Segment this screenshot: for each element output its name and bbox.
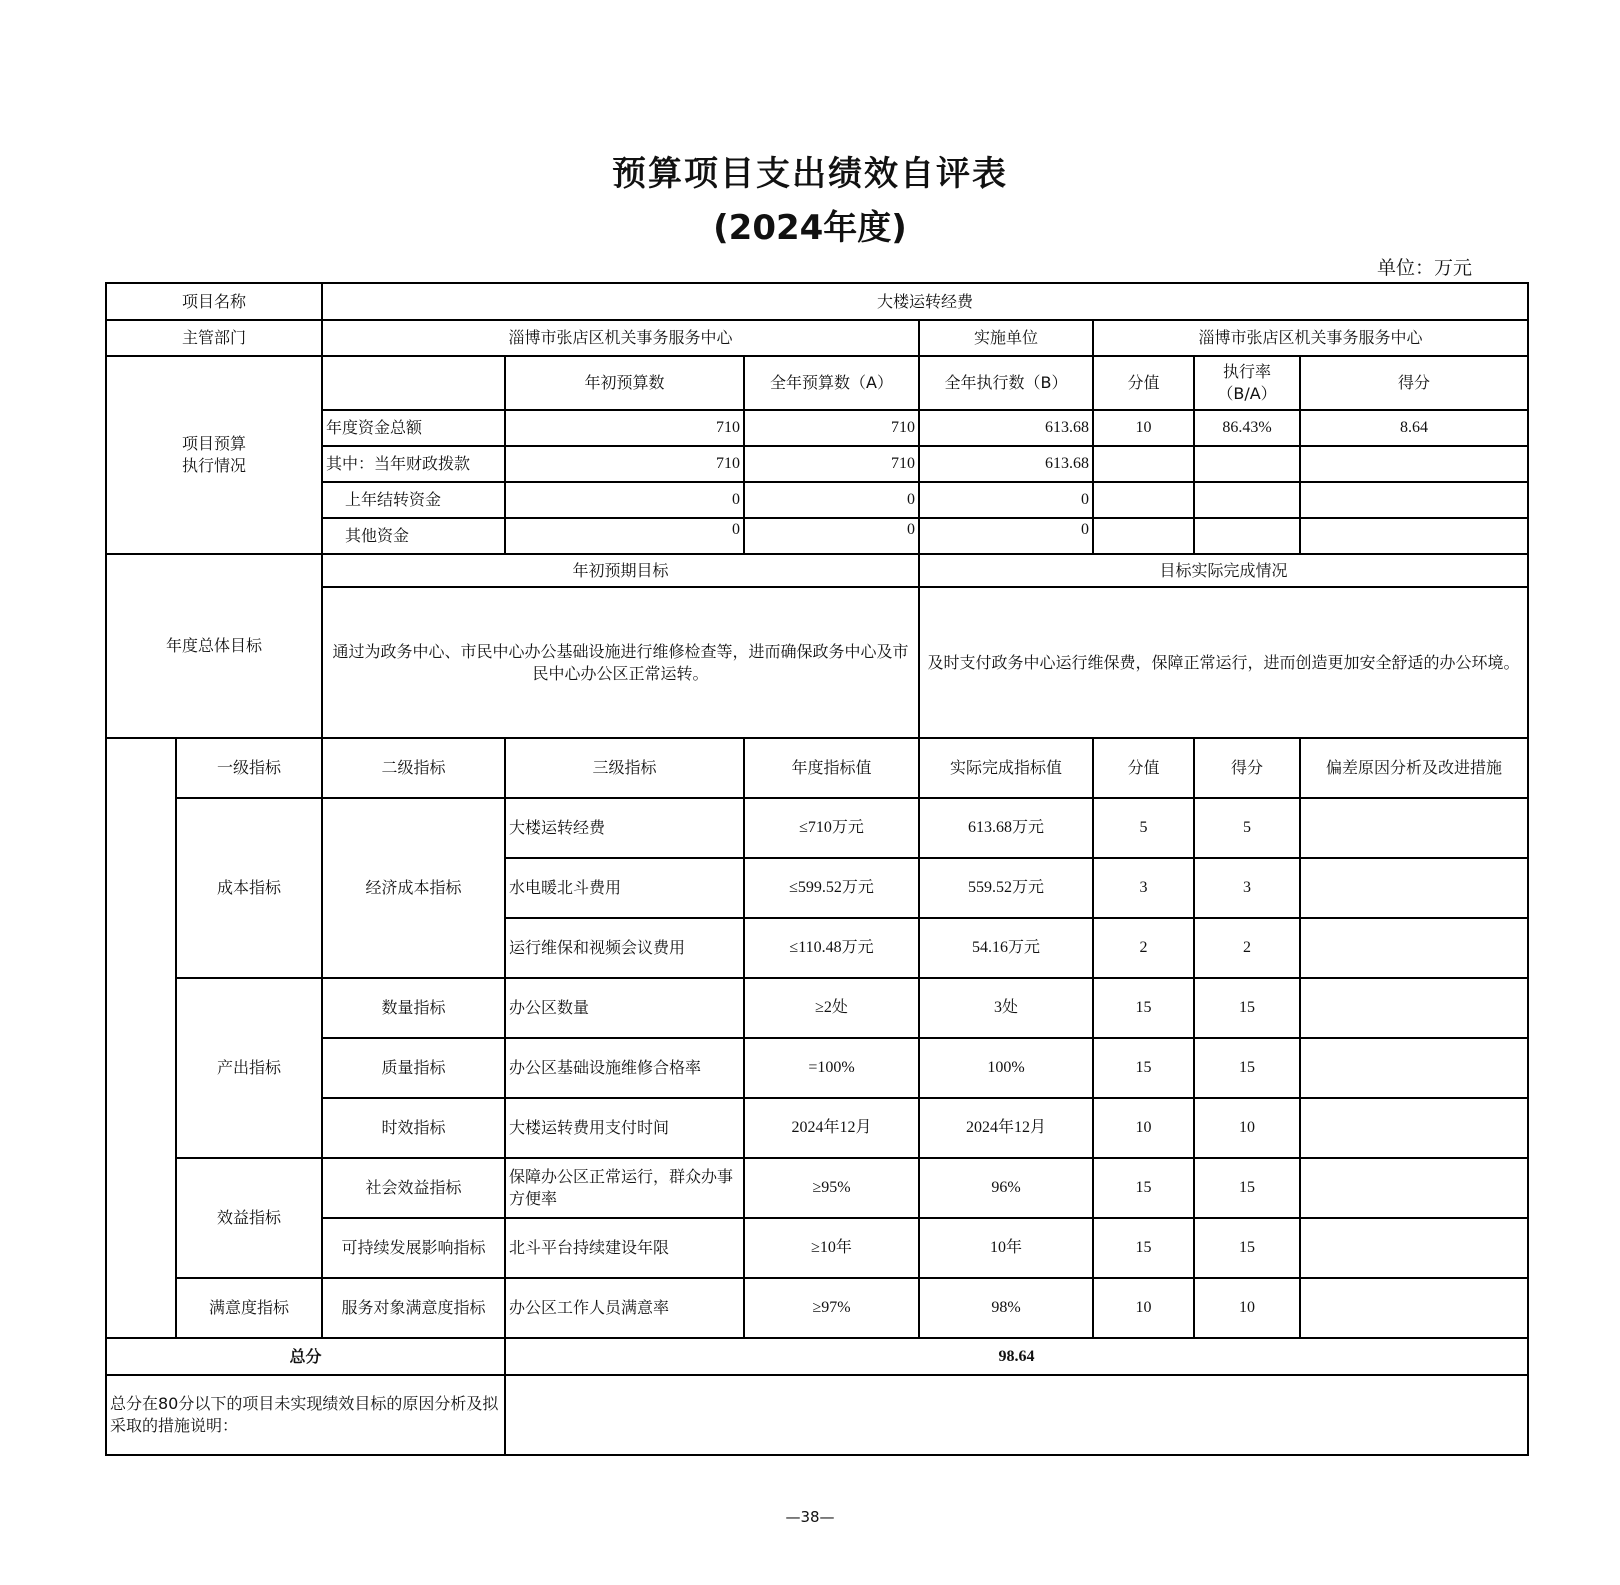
project-name-row <box>106 283 1528 320</box>
budget-row-label: 上年结转资金 <box>322 482 505 518</box>
indicator-score: 15 <box>1194 1158 1300 1218</box>
budget-score: 8.64 <box>1300 410 1528 446</box>
indicator-level3: 运行维保和视频会议费用 <box>505 918 744 978</box>
budget-initial: 0 <box>505 518 744 554</box>
indicator-note <box>1300 1158 1528 1218</box>
indicator-score: 2 <box>1194 918 1300 978</box>
indicator-level1: 成本指标 <box>176 798 322 978</box>
explanation-label: 总分在80分以下的项目未实现绩效目标的原因分析及拟采取的措施说明： <box>106 1375 505 1455</box>
goals-actual-header: 目标实际完成情况 <box>919 554 1528 587</box>
indicator-score: 15 <box>1194 1038 1300 1098</box>
page-title: 预算项目支出绩效自评表 <box>612 154 1008 194</box>
indicator-target: ≤599.52万元 <box>744 858 919 918</box>
budget-executed: 613.68 <box>919 446 1093 482</box>
indicator-value: 15 <box>1093 1158 1194 1218</box>
project-name-value: 大楼运转经费 <box>322 283 1528 320</box>
impl-label: 实施单位 <box>919 320 1093 356</box>
indicator-value: 15 <box>1093 1218 1194 1278</box>
indicator-actual: 98% <box>919 1278 1093 1338</box>
goals-expected-text: 通过为政务中心、市民中心办公基础设施进行维修检查等，进而确保政务中心及市民中心办公区正常运转。 <box>322 587 919 738</box>
budget-header-annual: 全年预算数（A） <box>744 356 919 410</box>
indicator-actual: 613.68万元 <box>919 798 1093 858</box>
budget-rate <box>1194 518 1300 554</box>
indicator-target: ≤710万元 <box>744 798 919 858</box>
indicator-value: 10 <box>1093 1278 1194 1338</box>
indicator-row <box>106 1158 1528 1218</box>
total-value: 98.64 <box>505 1338 1528 1375</box>
budget-executed: 613.68 <box>919 410 1093 446</box>
budget-section-label: 项目预算 执行情况 <box>106 356 322 554</box>
evaluation-table <box>105 282 1529 1456</box>
indicator-row <box>106 798 1528 858</box>
indicator-value: 10 <box>1093 1098 1194 1158</box>
dept-label: 主管部门 <box>106 320 322 356</box>
budget-header-initial: 年初预算数 <box>505 356 744 410</box>
total-label: 总分 <box>106 1338 505 1375</box>
indicator-note <box>1300 918 1528 978</box>
budget-annual: 710 <box>744 446 919 482</box>
indicator-header-row <box>106 738 1528 798</box>
indicator-score: 15 <box>1194 978 1300 1038</box>
indicator-actual: 10年 <box>919 1218 1093 1278</box>
indicator-actual: 96% <box>919 1158 1093 1218</box>
indicator-header-level2: 二级指标 <box>322 738 505 798</box>
project-name-label: 项目名称 <box>106 283 322 320</box>
budget-row-label: 其中：当年财政拨款 <box>322 446 505 482</box>
indicator-value: 2 <box>1093 918 1194 978</box>
budget-header-score: 得分 <box>1300 356 1528 410</box>
indicator-level3: 保障办公区正常运行，群众办事方便率 <box>505 1158 744 1218</box>
indicator-note <box>1300 1218 1528 1278</box>
budget-rate: 86.43% <box>1194 410 1300 446</box>
indicator-level2: 经济成本指标 <box>322 798 505 978</box>
budget-header-row <box>106 356 1528 410</box>
indicator-actual: 2024年12月 <box>919 1098 1093 1158</box>
budget-score-value <box>1093 482 1194 518</box>
indicator-level3: 办公区基础设施维修合格率 <box>505 1038 744 1098</box>
indicator-note <box>1300 1098 1528 1158</box>
budget-header-rate: 执行率 （B/A） <box>1194 356 1300 410</box>
budget-row-label: 年度资金总额 <box>322 410 505 446</box>
indicator-side-blank <box>106 738 176 1338</box>
unit-label: 单位：万元 <box>1376 257 1472 279</box>
impl-value: 淄博市张店区机关事务服务中心 <box>1093 320 1528 356</box>
indicator-value: 15 <box>1093 978 1194 1038</box>
indicator-target: ≥10年 <box>744 1218 919 1278</box>
budget-initial: 0 <box>505 482 744 518</box>
indicator-level3: 办公区数量 <box>505 978 744 1038</box>
dept-value: 淄博市张店区机关事务服务中心 <box>322 320 919 356</box>
budget-annual: 0 <box>744 482 919 518</box>
goals-header-row <box>106 554 1528 587</box>
indicator-level2: 社会效益指标 <box>322 1158 505 1218</box>
budget-score <box>1300 482 1528 518</box>
indicator-level1: 产出指标 <box>176 978 322 1158</box>
indicator-header-note: 偏差原因分析及改进措施 <box>1300 738 1528 798</box>
indicator-value: 5 <box>1093 798 1194 858</box>
budget-score <box>1300 518 1528 554</box>
indicator-header-target: 年度指标值 <box>744 738 919 798</box>
indicator-header-level1: 一级指标 <box>176 738 322 798</box>
indicator-header-value: 分值 <box>1093 738 1194 798</box>
indicator-actual: 559.52万元 <box>919 858 1093 918</box>
indicator-target: 2024年12月 <box>744 1098 919 1158</box>
indicator-target: ≥97% <box>744 1278 919 1338</box>
budget-rate <box>1194 446 1300 482</box>
department-row <box>106 320 1528 356</box>
budget-row-label: 其他资金 <box>322 518 505 554</box>
indicator-target: ≥95% <box>744 1158 919 1218</box>
budget-annual: 710 <box>744 410 919 446</box>
indicator-note <box>1300 798 1528 858</box>
indicator-actual: 54.16万元 <box>919 918 1093 978</box>
budget-score-value: 10 <box>1093 410 1194 446</box>
indicator-score: 15 <box>1194 1218 1300 1278</box>
indicator-actual: 100% <box>919 1038 1093 1098</box>
indicator-value: 3 <box>1093 858 1194 918</box>
indicator-header-level3: 三级指标 <box>505 738 744 798</box>
indicator-row <box>106 978 1528 1038</box>
indicator-note <box>1300 858 1528 918</box>
indicator-note <box>1300 1038 1528 1098</box>
indicator-note <box>1300 978 1528 1038</box>
indicator-level3: 办公区工作人员满意率 <box>505 1278 744 1338</box>
indicator-actual: 3处 <box>919 978 1093 1038</box>
budget-initial: 710 <box>505 446 744 482</box>
indicator-header-score: 得分 <box>1194 738 1300 798</box>
indicator-level1: 效益指标 <box>176 1158 322 1278</box>
indicator-target: ≥2处 <box>744 978 919 1038</box>
budget-executed: 0 <box>919 482 1093 518</box>
budget-initial: 710 <box>505 410 744 446</box>
budget-rate <box>1194 482 1300 518</box>
page-subtitle: (2024年度) <box>713 208 907 248</box>
goals-actual-text: 及时支付政务中心运行维保费，保障正常运行，进而创造更加安全舒适的办公环境。 <box>919 587 1528 738</box>
indicator-level3: 大楼运转费用支付时间 <box>505 1098 744 1158</box>
indicator-level2: 质量指标 <box>322 1038 505 1098</box>
indicator-level2: 服务对象满意度指标 <box>322 1278 505 1338</box>
indicator-score: 5 <box>1194 798 1300 858</box>
indicator-score: 10 <box>1194 1278 1300 1338</box>
indicator-level3: 北斗平台持续建设年限 <box>505 1218 744 1278</box>
budget-score <box>1300 446 1528 482</box>
indicator-level1: 满意度指标 <box>176 1278 322 1338</box>
indicator-target: =100% <box>744 1038 919 1098</box>
indicator-header-actual: 实际完成指标值 <box>919 738 1093 798</box>
indicator-row <box>106 1278 1528 1338</box>
indicator-score: 10 <box>1194 1098 1300 1158</box>
indicator-target: ≤110.48万元 <box>744 918 919 978</box>
budget-score-value <box>1093 518 1194 554</box>
budget-annual: 0 <box>744 518 919 554</box>
indicator-score: 3 <box>1194 858 1300 918</box>
budget-header-blank <box>322 356 505 410</box>
indicator-value: 15 <box>1093 1038 1194 1098</box>
indicator-note <box>1300 1278 1528 1338</box>
indicator-level3: 水电暖北斗费用 <box>505 858 744 918</box>
goals-expected-header: 年初预期目标 <box>322 554 919 587</box>
explanation-row <box>106 1375 1528 1455</box>
page-number: —38— <box>785 1508 835 1526</box>
budget-header-score-value: 分值 <box>1093 356 1194 410</box>
indicator-level2: 数量指标 <box>322 978 505 1038</box>
budget-score-value <box>1093 446 1194 482</box>
total-row <box>106 1338 1528 1375</box>
budget-header-executed: 全年执行数（B） <box>919 356 1093 410</box>
indicator-level3: 大楼运转经费 <box>505 798 744 858</box>
budget-executed: 0 <box>919 518 1093 554</box>
indicator-level2: 时效指标 <box>322 1098 505 1158</box>
goals-section-label: 年度总体目标 <box>106 554 322 738</box>
indicator-level2: 可持续发展影响指标 <box>322 1218 505 1278</box>
explanation-value <box>505 1375 1528 1455</box>
